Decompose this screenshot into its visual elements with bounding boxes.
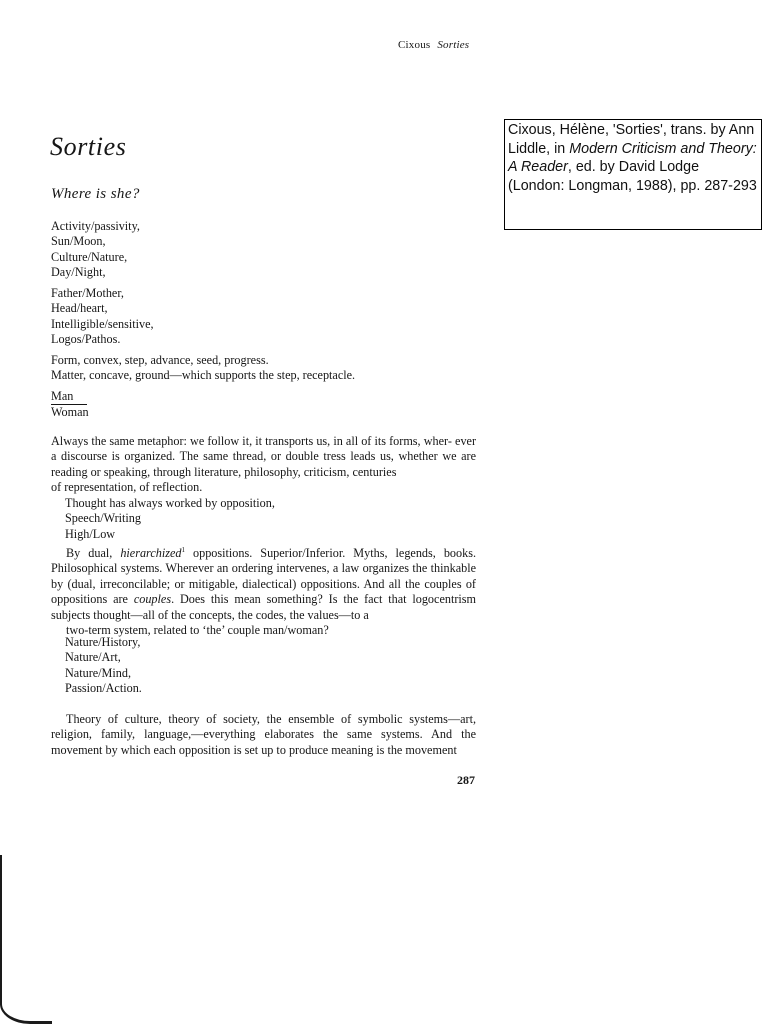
list-item: Nature/Mind, — [65, 665, 132, 680]
pair-line: Logos/Pathos. — [51, 332, 121, 347]
form-matter-block — [51, 353, 355, 384]
pair-line: Culture/Nature, — [51, 249, 128, 264]
matter-line: Matter, concave, ground—which supports the step, receptacle. — [51, 368, 356, 383]
paragraph-line: ever a discourse is organized. The same thread, or double tress leads us, whether — [51, 434, 477, 464]
section-subtitle: Where is she? — [51, 186, 140, 202]
opposition-pairs-block-2 — [51, 286, 154, 348]
nature-list — [65, 635, 142, 697]
list-item: Nature/History, — [65, 635, 141, 649]
paragraph-text: oppositions. Superior/Inferior. Myths, legends, books. Philosophical systems. Wherever an ordering intervenes, a law organizes the thinkable by (dual, irreconcilable; or mitigable, dialectical) oppositions. And all the couples of oppositions are — [51, 546, 476, 607]
paragraph-last-line: of representation, of reflection. — [51, 480, 203, 495]
list-item: High/Low — [65, 526, 116, 541]
opposition-pairs-block-1 — [51, 219, 140, 281]
paragraph-line: we are reading or speaking, through literature, philosophy, criticism, centuries — [51, 449, 476, 479]
form-line: Form, convex, step, advance, seed, progress. — [51, 353, 269, 367]
pair-line: Sun/Moon, — [51, 234, 106, 249]
pair-line: Father/Mother, — [51, 286, 124, 300]
paragraph-theory-of-culture: Theory of culture, theory of society, the ensemble of symbolic systems—art, religion, family, language,—everything elaborates the same systems. And the movement by which each opposition is set up to produce meaning is the movement — [51, 712, 476, 757]
man-woman-fraction — [51, 389, 89, 421]
running-head — [398, 39, 469, 51]
emphasis-hierarchized: hierarchized — [120, 546, 182, 560]
running-head-author: Cixous — [398, 39, 431, 51]
pair-line: Intelligible/sensitive, — [51, 316, 154, 331]
paragraph-last-line: two-term system, related to ‘the’ couple man/woman? — [66, 623, 329, 638]
citation-text: , ed. by David Lodge (London: Longman, 1988), pp. 287-293 — [508, 159, 757, 194]
citation-book-title: Modern Criticism and Theory: A Reader — [508, 140, 757, 176]
pair-line: Day/Night, — [51, 265, 106, 280]
running-head-title: Sorties — [437, 39, 470, 51]
list-item: Passion/Action. — [65, 681, 142, 696]
paragraph-metaphor — [51, 434, 476, 496]
footnote-reference: 1 — [181, 545, 185, 554]
chapter-title: Sorties — [50, 132, 127, 161]
opposition-list — [65, 496, 275, 542]
pair-line: Head/heart, — [51, 301, 108, 316]
pair-line: Activity/passivity, — [51, 219, 140, 233]
citation-text: Cixous, Hélène, 'Sorties', trans. by Ann Liddle, in — [508, 122, 755, 157]
emphasis-couples: couples — [133, 592, 172, 607]
paragraph-line: Always the same metaphor: we follow it, it transports us, in all of its forms, wher- — [51, 434, 452, 448]
fraction-denominator: Woman — [51, 405, 89, 420]
scan-corner-curl — [0, 999, 52, 1024]
fraction-numerator: Man — [51, 389, 87, 405]
page-number: 287 — [457, 773, 475, 787]
paragraph-text: . Does this mean something? Is the fact that logocentrism subjects thought—all of the concepts, the codes, the values—to a — [51, 592, 476, 622]
list-item: Speech/Writing — [65, 511, 141, 526]
scan-edge-shadow — [0, 855, 2, 1005]
list-item: Nature/Art, — [65, 650, 121, 665]
citation-box — [504, 119, 762, 230]
paragraph-text: By dual, — [66, 546, 121, 560]
paragraph-dual-oppositions — [51, 546, 476, 638]
list-item: Thought has always worked by opposition, — [65, 496, 275, 510]
